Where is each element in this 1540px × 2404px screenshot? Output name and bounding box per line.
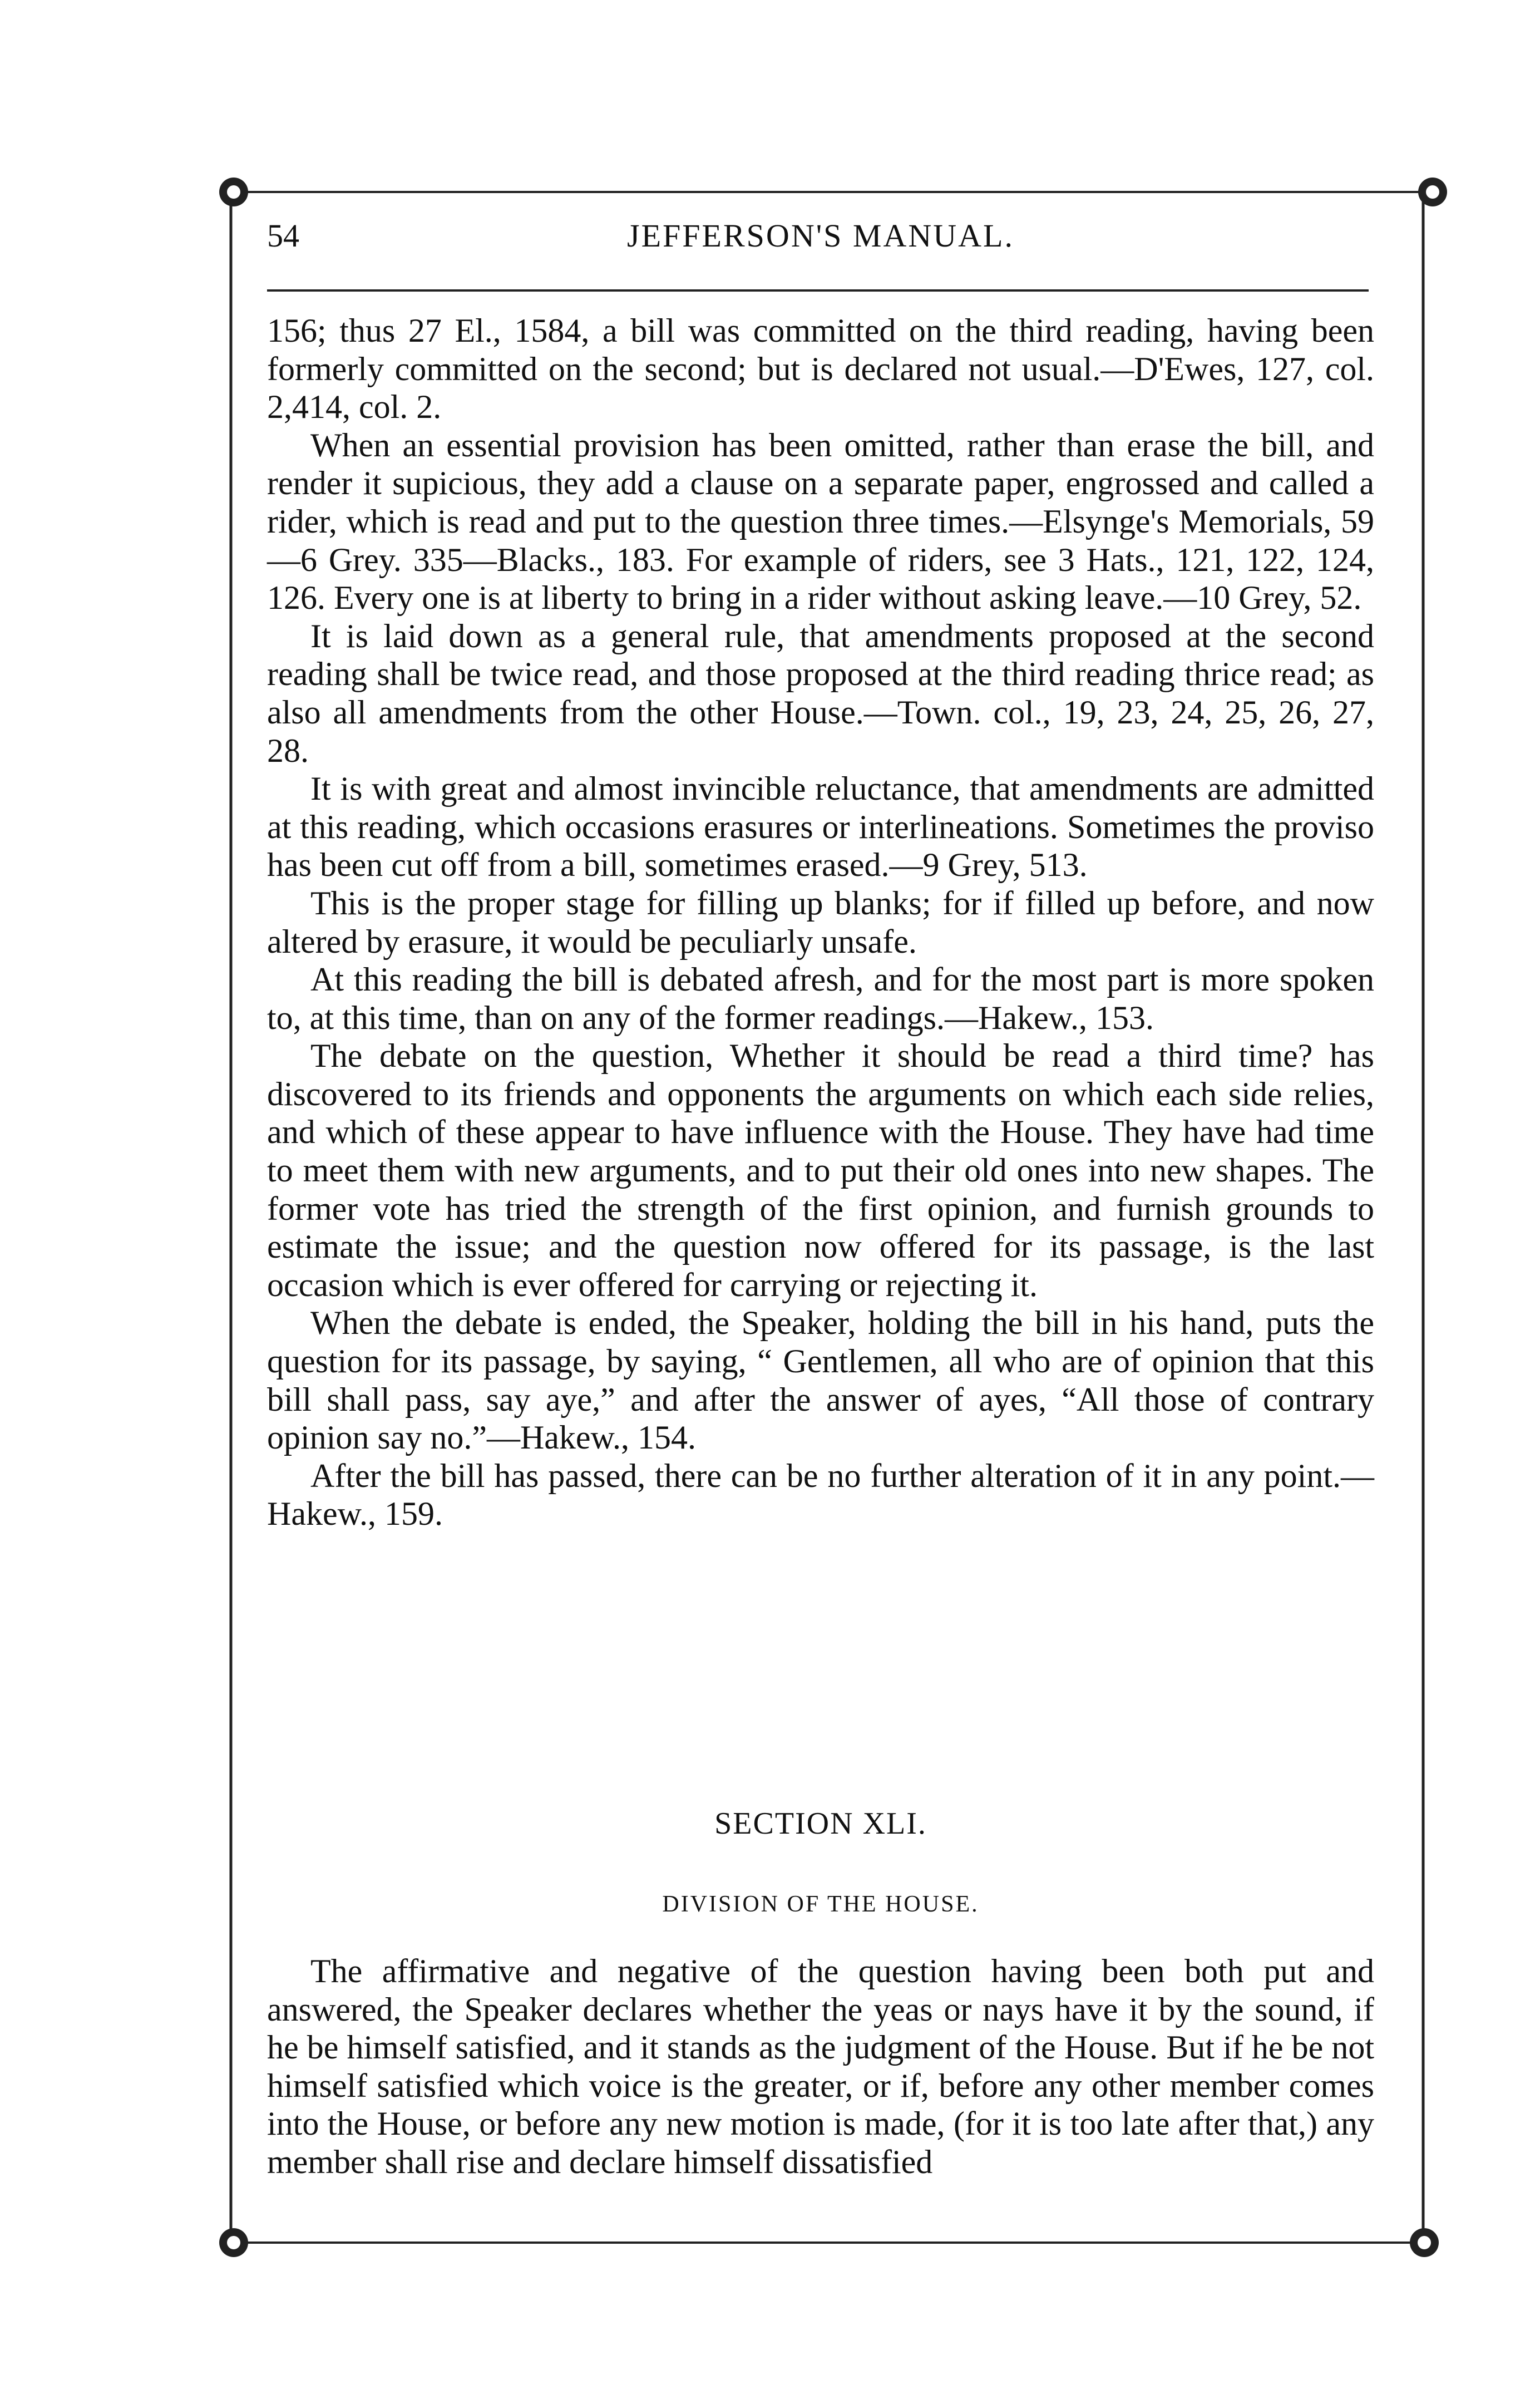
paragraph: It is laid down as a general rule, that amendments proposed at the second reading shall be twice read, and those proposed at the third reading thrice read; as also all amendments from the other House.—Town. col., 19, 23, 24, 25, 26, 27, 28.	[267, 617, 1374, 769]
paragraph: At this reading the bill is debated afresh, and for the most part is more spoken to, at this time, than on any of the former readings.—Hakew., 153.	[267, 961, 1374, 1036]
paragraph: It is with great and almost invincible reluctance, that amendments are admitted at this reading, which occasions erasures or interlineations. Sometimes the proviso has been cut off from a bill, sometimes erased.—9 Grey, 513.	[267, 770, 1374, 884]
paragraph: 156; thus 27 El., 1584, a bill was committed on the third reading, having been formerly committed on the second; but is declared not usual.—D'Ewes, 127, col. 2,414, col. 2.	[267, 312, 1374, 426]
paragraph: When an essential provision has been omitted, rather than erase the bill, and render it supicious, they add a clause on a separate paper, engrossed and called a rider, which is read and put to the question three times.—Elsynge's Memorials, 59—6 Grey. 335—Blacks., 183. For example of riders, see 3 Hats., 121, 122, 124, 126. Every one is at liberty to bring in a rider without asking leave.—10 Grey, 52.	[267, 426, 1374, 617]
section-subtitle: DIVISION OF THE HOUSE.	[662, 1891, 979, 1917]
paragraph: This is the proper stage for filling up blanks; for if filled up before, and now altered by erasure, it would be peculiarly unsafe.	[267, 884, 1374, 960]
paragraph: After the bill has passed, there can be no further alteration of it in any point.—Hakew., 159.	[267, 1457, 1374, 1533]
page-number: 54	[267, 218, 299, 254]
body-text	[267, 312, 1374, 1533]
header-rule	[267, 289, 1369, 292]
paragraph: The debate on the question, Whether it should be read a third time? has discovered to its friends and opponents the arguments on which each side relies, and which of these appear to have influence with the House. They have had time to meet them with new arguments, and to put their old ones into new shapes. The former vote has tried the strength of the first opinion, and furnish grounds to estimate the issue; and the question now offered for its passage, is the last occasion which is ever offered for carrying or rejecting it.	[267, 1037, 1374, 1303]
section-title: SECTION XLI.	[714, 1806, 927, 1841]
paragraph: The affirmative and negative of the question having been both put and answered, the Speaker declares whether the yeas or nays have it by the sound, if he be himself satisfied, and it stands as the judgment of the House. But if he be not himself satisfied which voice is the greater, or if, before any other member comes into the House, or before any new motion is made, (for it is too late after that,) any member shall rise and declare himself dissatisfied	[267, 1953, 1374, 2180]
section-text	[267, 1952, 1374, 2181]
page-header	[267, 217, 1374, 267]
paragraph: When the debate is ended, the Speaker, holding the bill in his hand, puts the question for its passage, by saying, “ Gentlemen, all who are of opinion that this bill shall pass, say aye,” and after the answer of ayes, “All those of contrary opinion say no.”—Hakew., 154.	[267, 1304, 1374, 1456]
running-title: JEFFERSON'S MANUAL.	[627, 218, 1014, 254]
